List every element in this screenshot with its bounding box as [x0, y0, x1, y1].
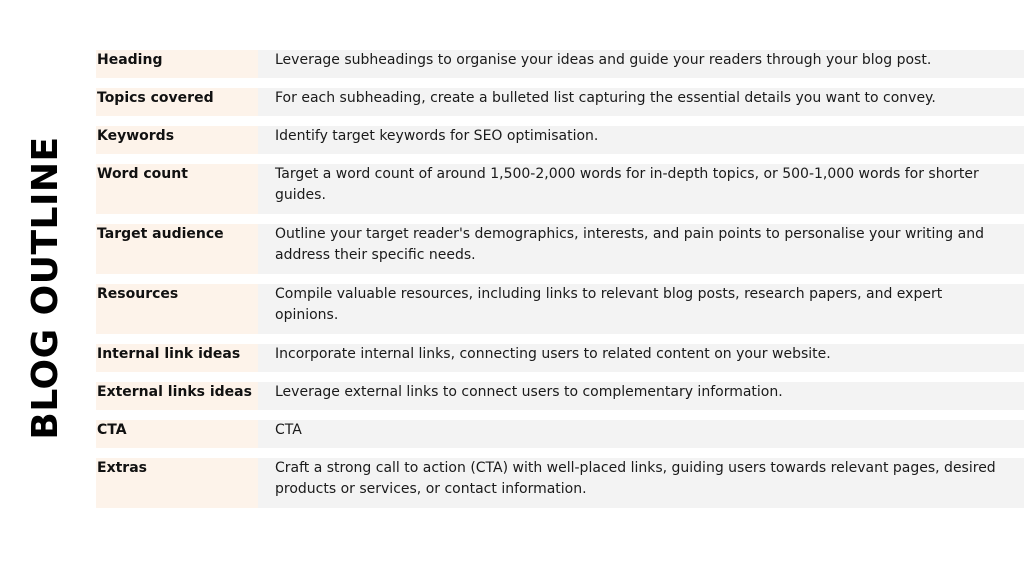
row-value: Leverage subheadings to organise your ideas and guide your readers through your blog post. — [258, 50, 1024, 78]
row-value: Identify target keywords for SEO optimisation. — [258, 126, 1024, 154]
row-value: Incorporate internal links, connecting users to related content on your website. — [258, 344, 1024, 372]
row-value: Leverage external links to connect users to complementary information. — [258, 382, 1024, 410]
row-label: Extras — [96, 458, 258, 508]
table-row — [96, 50, 1024, 78]
table-row — [96, 88, 1024, 116]
row-label: Topics covered — [96, 88, 258, 116]
table-row — [96, 126, 1024, 154]
row-value: For each subheading, create a bulleted list capturing the essential details you want to convey. — [258, 88, 1024, 116]
row-label: Heading — [96, 50, 258, 78]
table-row — [96, 164, 1024, 214]
row-label: Target audience — [96, 224, 258, 274]
outline-table — [96, 50, 1024, 518]
table-row — [96, 224, 1024, 274]
row-label: Resources — [96, 284, 258, 334]
page-title: BLOG OUTLINE — [25, 136, 66, 440]
row-label: Keywords — [96, 126, 258, 154]
table-row — [96, 458, 1024, 508]
row-value: Outline your target reader's demographics, interests, and pain points to personalise your writing and address their specific needs. — [258, 224, 1024, 274]
row-label: External links ideas — [96, 382, 258, 410]
row-value: Compile valuable resources, including links to relevant blog posts, research papers, and expert opinions. — [258, 284, 1024, 334]
table-row — [96, 382, 1024, 410]
row-value: CTA — [258, 420, 1024, 448]
table-row — [96, 420, 1024, 448]
row-value: Target a word count of around 1,500-2,000 words for in-depth topics, or 500-1,000 words for shorter guides. — [258, 164, 1024, 214]
row-label: CTA — [96, 420, 258, 448]
table-row — [96, 284, 1024, 334]
table-row — [96, 344, 1024, 372]
row-value: Craft a strong call to action (CTA) with well-placed links, guiding users towards relevant pages, desired products or services, or contact information. — [258, 458, 1024, 508]
row-label: Word count — [96, 164, 258, 214]
row-label: Internal link ideas — [96, 344, 258, 372]
